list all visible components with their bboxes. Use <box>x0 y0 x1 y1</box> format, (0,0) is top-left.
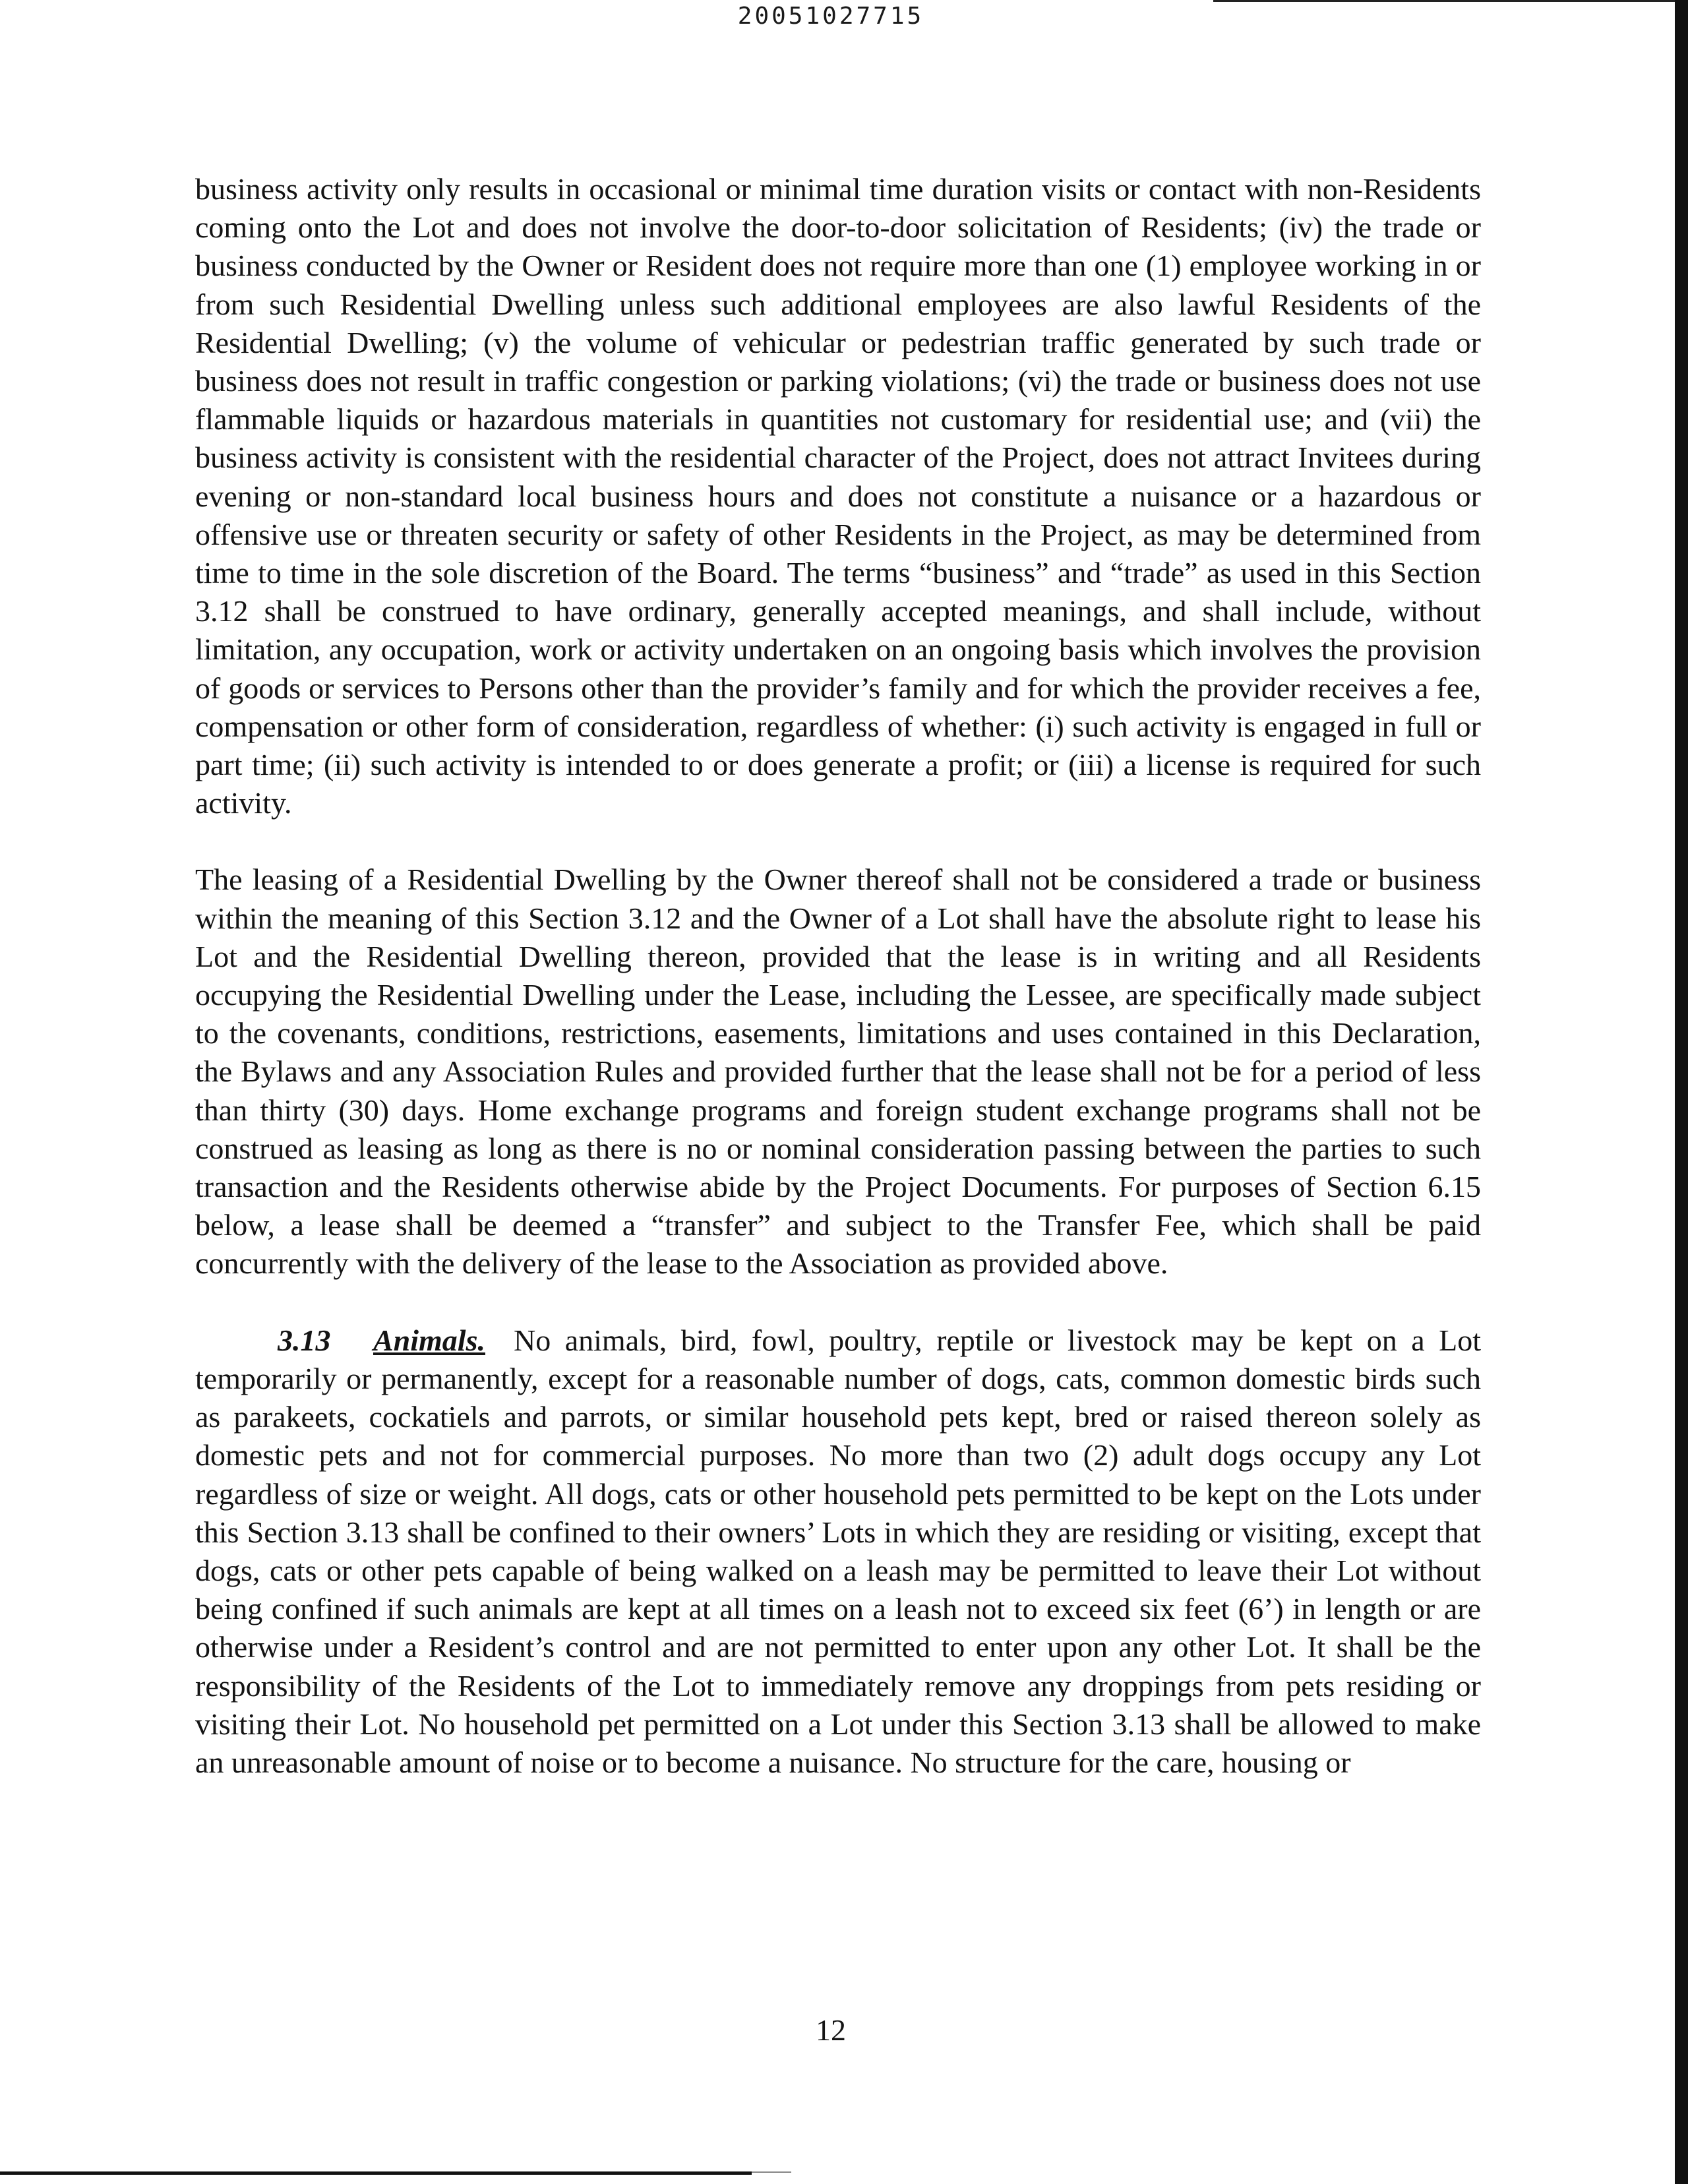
section-number: 3.13 <box>278 1323 331 1357</box>
paragraph-section-animals <box>195 1321 1481 1782</box>
page-number: 12 <box>816 2013 846 2047</box>
section-text: No animals, bird, fowl, poultry, reptile or livestock may be kept on a Lot temporarily or permanently, except for a reasonable number of dogs, cats, common domestic birds such as parakeets, cockatiels and parrots, or similar household pets kept, bred or raised thereon solely as domestic pets and not for commercial purposes. No more than two (2) adult dogs occupy any Lot regardless of size or weight. All dogs, cats or other household pets permitted to be kept on the Lots under this Section 3.13 shall be confined to their owners’ Lots in which they are residing or visiting, except that dogs, cats or other pets capable of being walked on a leash may be permitted to leave their Lot without being confined if such animals are kept at all times on a leash not to exceed six feet (6’) in length or are otherwise under a Resident’s control and are not permitted to enter upon any other Lot. It shall be the responsibility of the Residents of the Lot to immediately remove any droppings from pets residing or visiting their Lot. No household pet permitted on a Lot under this Section 3.13 shall be allowed to make an unreasonable amount of noise or to become a nuisance. No structure for the care, housing or <box>195 1323 1482 1779</box>
page-body <box>195 170 1481 1820</box>
bottom-scan-rule <box>0 2171 752 2175</box>
document-number: 20051027715 <box>737 3 924 30</box>
section-title: Animals. <box>373 1323 485 1357</box>
right-scan-border <box>1675 0 1688 2184</box>
paragraph-leasing: The leasing of a Residential Dwelling by the Owner thereof shall not be considered a trade or business within the meaning of this Section 3.12 and the Owner of a Lot shall have the absolute right to lease his Lot and the Residential Dwelling thereon, provided that the lease is in writing and all Residents occupying the Residential Dwelling under the Lease, including the Lessee, are specifically made subject to the covenants, conditions, restrictions, easements, limitations and uses contained in this Declaration, the Bylaws and any Association Rules and provided further that the lease shall not be for a period of less than thirty (30) days. Home exchange programs and foreign student exchange programs shall not be construed as leasing as long as there is no or nominal consideration passing between the parties to such transaction and the Residents otherwise abide by the Project Documents. For purposes of Section 6.15 below, a lease shall be deemed a “transfer” and subject to the Transfer Fee, which shall be paid concurrently with the delivery of the lease to the Association as provided above. <box>195 863 1481 1281</box>
bottom-scan-rule-tail <box>752 2171 791 2173</box>
paragraph-business-activity: business activity only results in occasional or minimal time duration visits or contact with non-Residents coming onto the Lot and does not involve the door-to-door solicitation of Residents; (iv) the trade or business conducted by the Owner or Resident does not require more than one (1) employee working in or from such Residential Dwelling unless such additional employees are also lawful Residents of the Residential Dwelling; (v) the volume of vehicular or pedestrian traffic generated by such trade or business does not result in traffic congestion or parking violations; (vi) the trade or business does not use flammable liquids or hazardous materials in quantities not customary for residential use; and (vii) the business activity is consistent with the residential character of the Project, does not attract Invitees during evening or non-standard local business hours and does not constitute a nuisance or a hazardous or offensive use or threaten security or safety of other Residents in the Project, as may be determined from time to time in the sole discretion of the Board. The terms “business” and “trade” as used in this Section 3.12 shall be construed to have ordinary, generally accepted meanings, and shall include, without limitation, any occupation, work or activity undertaken on an ongoing basis which involves the provision of goods or services to Persons other than the provider’s family and for which the provider receives a fee, compensation or other form of consideration, regardless of whether: (i) such activity is engaged in full or part time; (ii) such activity is intended to or does generate a profit; or (iii) a license is required for such activity. <box>195 172 1481 820</box>
top-scan-rule <box>1213 0 1675 2</box>
